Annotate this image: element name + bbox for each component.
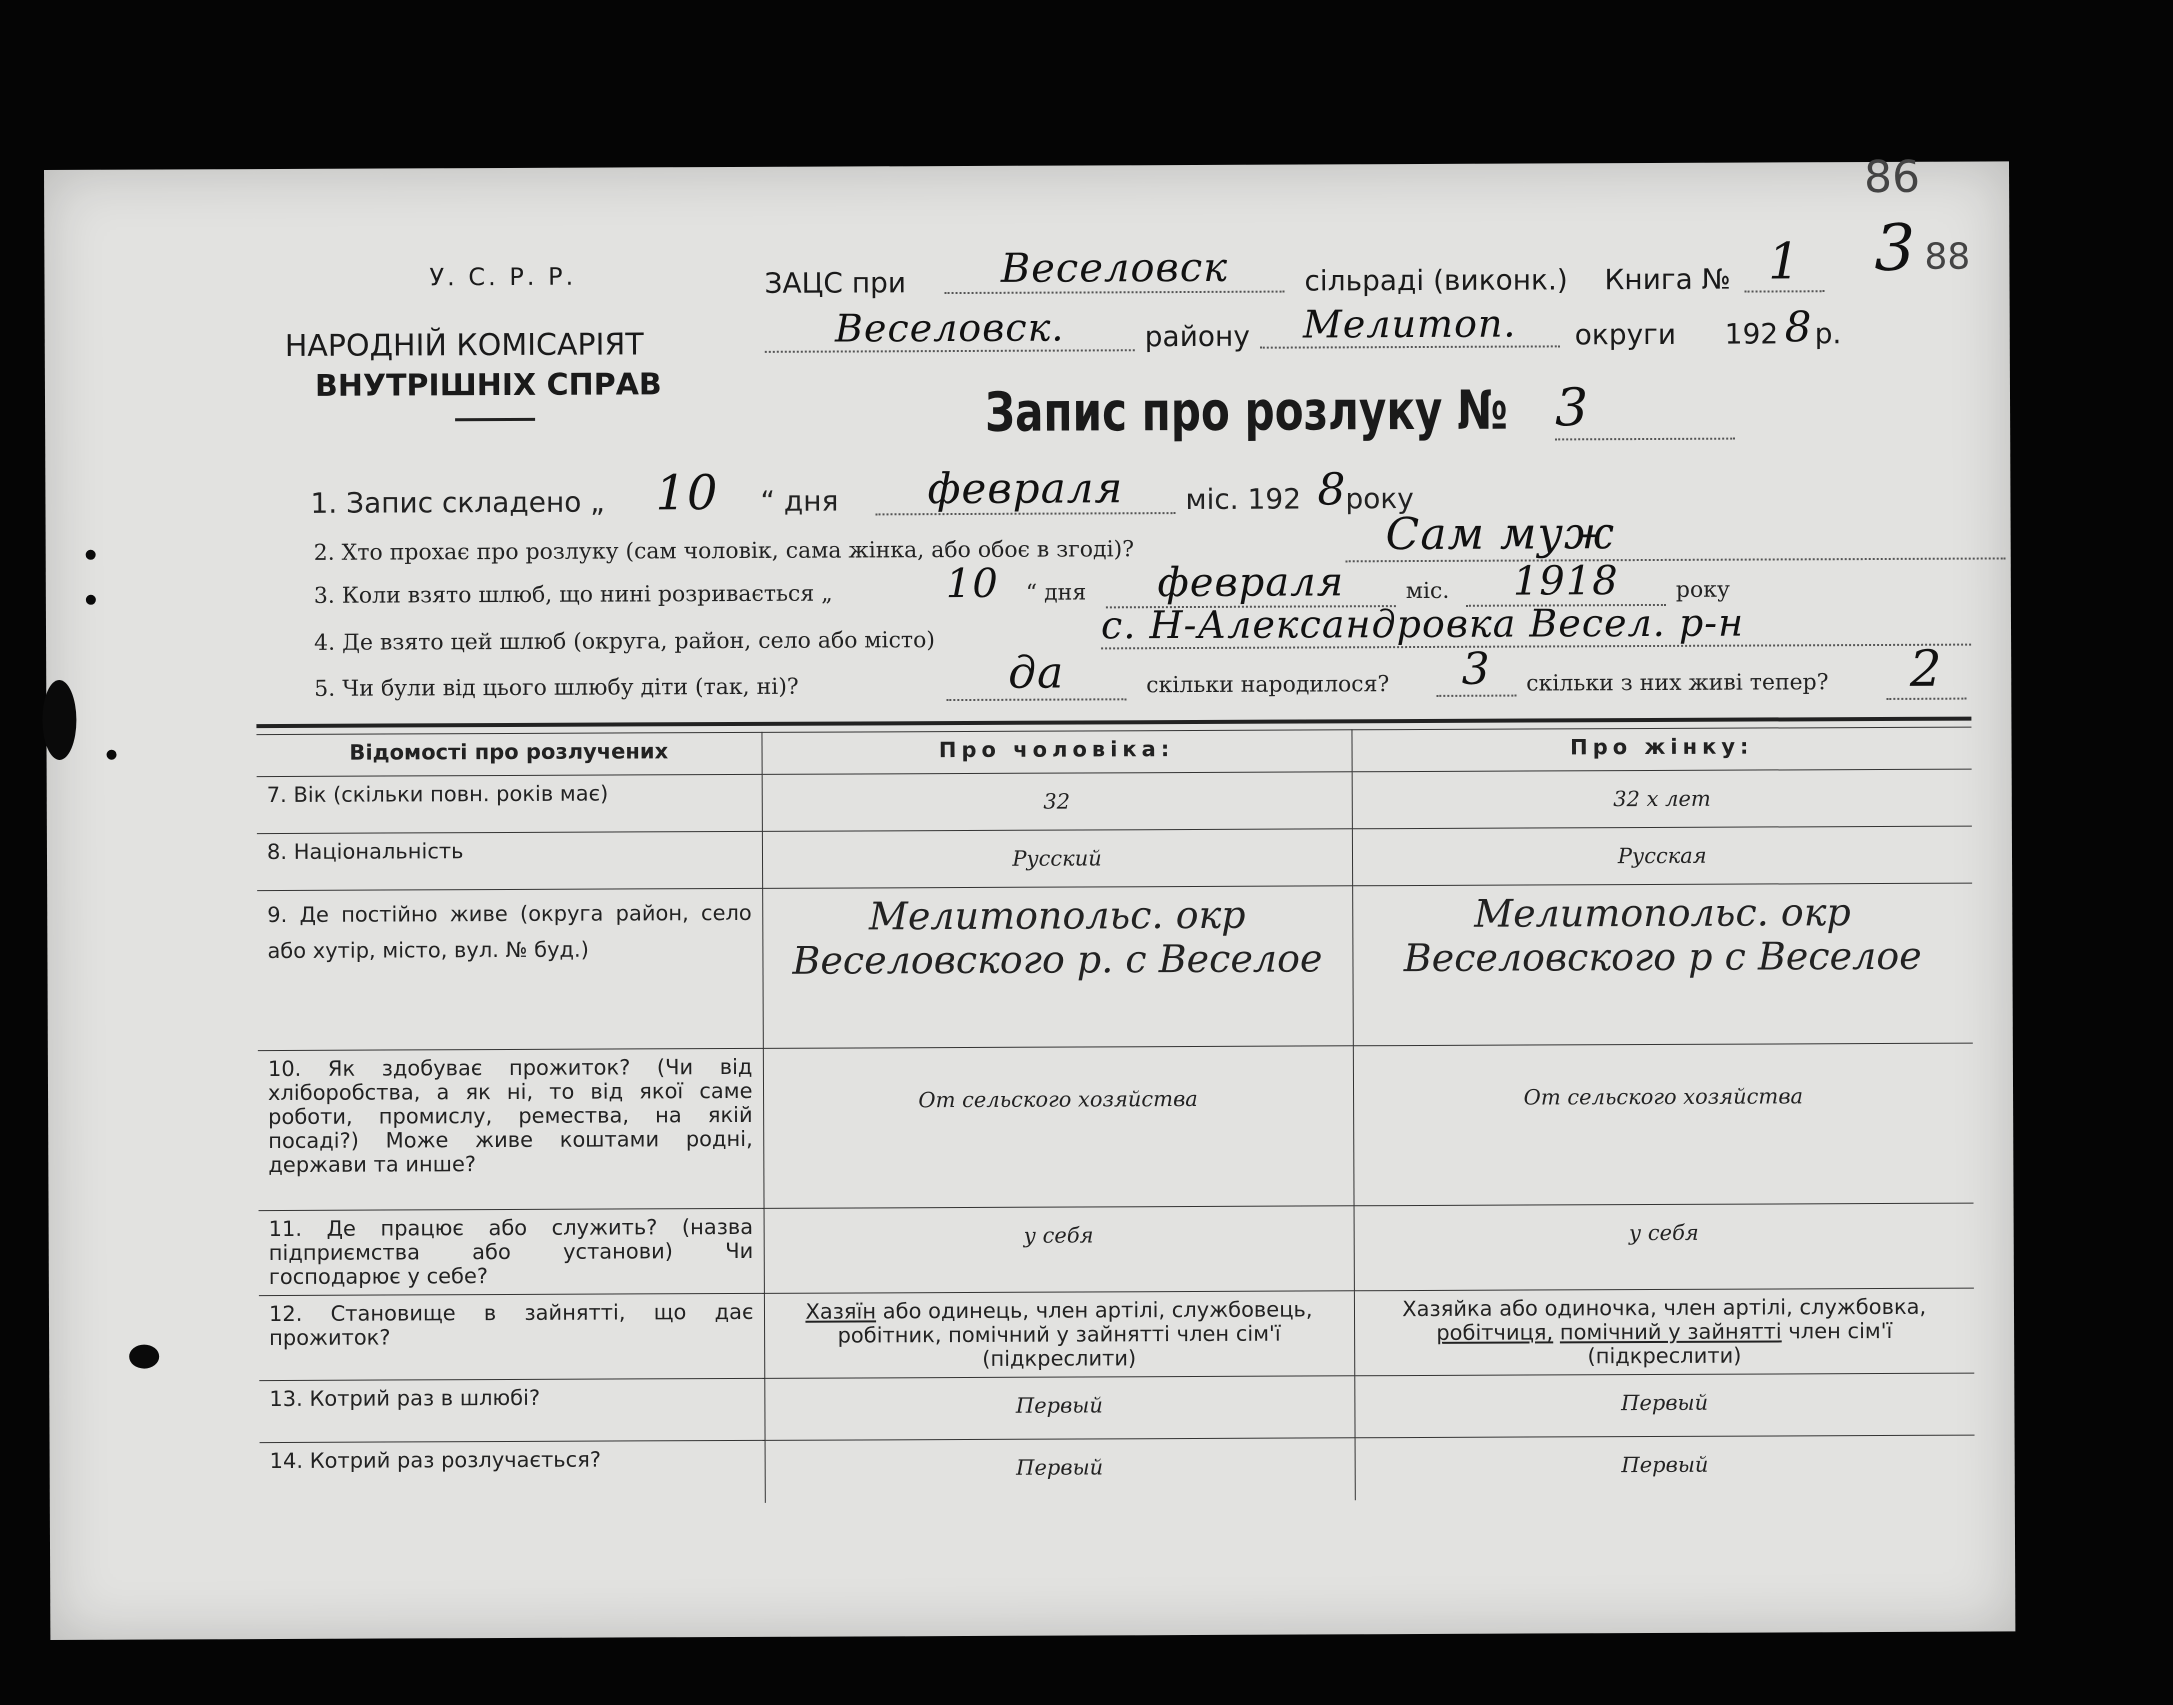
year-suffix: р. (1814, 317, 1842, 351)
q5-value: да (946, 647, 1126, 701)
husband-value: Мелитопольс. окр Веселовского р. с Веселое (762, 886, 1353, 1049)
q3-label-c: міс. (1405, 578, 1450, 605)
q5-label: 5. Чи були від цього шлюбу діти (так, ні)? (314, 674, 799, 702)
wife-value: Мелитопольс. окр Веселовского р с Веселое (1352, 883, 1973, 1046)
table-top-rule (256, 717, 1971, 728)
rayon-label: району (1144, 319, 1250, 354)
husband-value: Русский (762, 829, 1352, 889)
wife-value: 32 х лет (1352, 769, 1972, 829)
document-sheet (44, 151, 2015, 1640)
q3-label-a: 3. Коли взято шлюб, що нині розривається „ (313, 581, 833, 609)
q5-alive-value: 2 (1886, 640, 1966, 700)
commissariat-line1: НАРОДНІЙ КОМІСАРІЯТ (284, 327, 644, 364)
commissariat-line2: ВНУТРІШНІХ СПРАВ (314, 367, 662, 404)
divorce-details-table (256, 727, 1974, 1505)
q4-value: с. Н-Александровка Весел. р-н (1101, 600, 1971, 650)
header-divider (455, 418, 535, 421)
husband-value: Первый (764, 1376, 1354, 1441)
q3-label-d: року (1675, 577, 1730, 603)
zags-label: ЗАЦС при (764, 266, 907, 300)
row-label: 12. Становище в зайнятті, що дає прожиток? (259, 1293, 764, 1380)
husband-occupation-print (764, 1291, 1354, 1379)
row-label: 9. Де постійно живе (округа район, село або хутір, місто, вул. № буд.) (257, 888, 763, 1050)
q1-month: февраля (875, 463, 1175, 515)
okrug-label: округи (1574, 317, 1677, 352)
binding-hole-mark (129, 1345, 159, 1369)
wife-occupation-end: член сім'ї (підкреслити) (1587, 1318, 1893, 1369)
row-label: 11. Де працює або служить? (назва підприємства або установи) Чи господарює у себе? (259, 1208, 764, 1295)
year-prefix: 192 (1724, 317, 1779, 351)
binding-hole-mark (86, 550, 96, 560)
wife-occupation-underlined-1: робітчиця, (1436, 1320, 1554, 1345)
table-header-row (256, 727, 1971, 776)
husband-value: у себя (764, 1206, 1354, 1294)
wife-value: Русская (1352, 826, 1972, 886)
okrug-value: Мелитоп. (1260, 301, 1560, 348)
binding-hole-mark (86, 595, 96, 605)
rayon-value: Веселовск. (765, 305, 1135, 353)
table-row (257, 883, 1973, 1050)
table-row (257, 826, 1972, 890)
table-row (260, 1435, 1975, 1504)
binding-hole-mark (42, 680, 76, 760)
row-label: 13. Котрий раз в шлюбі? (259, 1378, 764, 1442)
margin-note-1: 86 (1863, 151, 1921, 204)
row-label: 8. Національність (257, 831, 762, 890)
book-label: Книга № (1604, 262, 1731, 297)
q1-label-d: року (1345, 482, 1414, 516)
page-title: Запис про розлуку № (984, 378, 1508, 444)
husband-occupation-rest: або одинець, член артілі, службовець, робітник, помічний у зайнятті член сім'ї (підкреслити) (837, 1297, 1313, 1371)
q1-day: 10 (655, 465, 719, 522)
wife-occupation-start: Хазяйка або одиночка, член артілі, службовка, (1402, 1294, 1927, 1322)
table-row (259, 1203, 1974, 1295)
table-row (259, 1373, 1974, 1442)
q3-year: 1918 (1466, 558, 1666, 607)
q1-label-c: міс. 192 (1185, 482, 1302, 517)
binding-hole-mark (107, 750, 117, 760)
zags-value: Веселовск (944, 245, 1284, 294)
q3-month: февраля (1106, 559, 1396, 608)
book-value: 1 (1744, 232, 1824, 292)
wife-value: От сельского хозяйства (1353, 1043, 1974, 1206)
margin-note-2: 88 (1924, 236, 1971, 278)
table-row (259, 1288, 1974, 1380)
husband-value: От сельского хозяйства (763, 1046, 1354, 1209)
header-husband: Про чоловіка: (761, 730, 1351, 775)
q1-year: 8 (1317, 464, 1347, 516)
wife-value: у себя (1354, 1203, 1974, 1291)
ussr-label: У. С. Р. Р. (429, 262, 577, 292)
q2-label: 2. Хто прохає про розлуку (сам чоловік, сама жінка, або обоє в згоді)? (313, 537, 1135, 566)
row-label: 7. Вік (скільки повн. років має) (257, 774, 762, 833)
q3-day: 10 (945, 560, 999, 608)
q1-label-a: 1. Запис складено „ (310, 485, 605, 520)
table-row (258, 1043, 1974, 1210)
husband-value: 32 (762, 772, 1352, 832)
wife-occupation-print (1354, 1288, 1974, 1376)
wife-occupation-underlined-2: помічний у зайнятті (1559, 1319, 1782, 1345)
husband-value: Первый (765, 1438, 1355, 1503)
margin-note-3: 3 (1874, 211, 1917, 287)
q5-born-label: скільки народилося? (1146, 672, 1390, 699)
year-value: 8 (1784, 302, 1813, 352)
row-label: 10. Як здобуває прожиток? (Чи від хліборобства, а як ні, то від якої саме роботи, промислу, ремества, на якій посаді?) Може живе коштами родні, держави та инше? (258, 1048, 764, 1210)
header-wife: Про жінку: (1351, 727, 1971, 772)
record-number: 3 (1555, 378, 1735, 441)
wife-value: Первый (1355, 1435, 1975, 1500)
q3-label-b: “ дня (1025, 580, 1087, 606)
q2-value: Сам муж (1345, 506, 2005, 562)
q1-label-b: “ дня (760, 484, 839, 518)
row-label: 14. Котрий раз розлучається? (260, 1440, 765, 1504)
q5-born-value: 3 (1436, 644, 1516, 697)
q5-alive-label: скільки з них живі тепер? (1526, 670, 1829, 697)
table-row (257, 769, 1972, 833)
header-info: Відомості про розлучених (256, 732, 761, 776)
husband-occupation-underlined: Хазяїн (805, 1299, 877, 1324)
silradi-label: сільраді (виконк.) (1304, 263, 1568, 298)
wife-value: Первый (1354, 1373, 1974, 1438)
q4-label: 4. Де взято цей шлюб (округа, район, село або місто) (314, 628, 935, 656)
